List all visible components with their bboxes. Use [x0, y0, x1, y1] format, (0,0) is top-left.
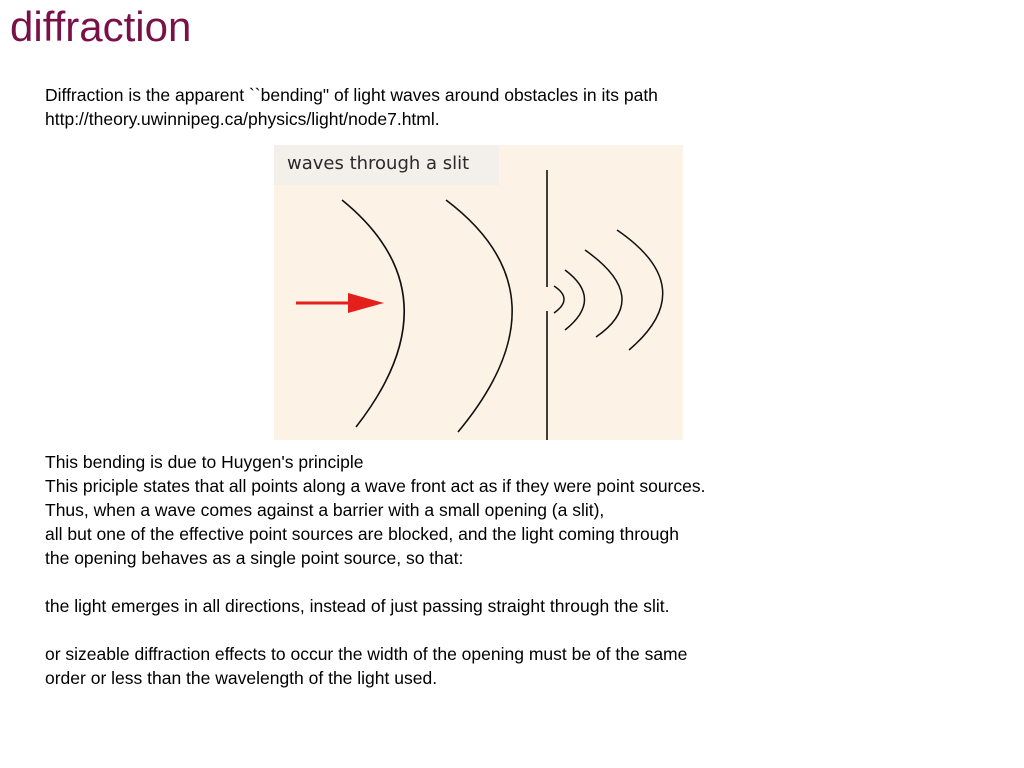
- body-line: [45, 570, 705, 594]
- body-line: order or less than the wavelength of the light used.: [45, 668, 438, 688]
- diffraction-figure: [274, 145, 683, 440]
- body-line: [45, 618, 705, 642]
- body-line: This bending is due to Huygen's principle: [45, 452, 364, 472]
- figure-caption: waves through a slit: [287, 153, 470, 174]
- intro-paragraph: [45, 83, 658, 131]
- diffraction-diagram: [274, 145, 683, 440]
- body-line: the opening behaves as a single point source, so that:: [45, 548, 464, 568]
- body-line: or sizeable diffraction effects to occur the width of the opening must be of the same: [45, 644, 688, 664]
- body-line: the light emerges in all directions, instead of just passing straight through the slit.: [45, 596, 670, 616]
- slide-title: diffraction: [10, 3, 192, 50]
- intro-line: Diffraction is the apparent ``bending" of light waves around obstacles in its path: [45, 85, 658, 105]
- body-line: This priciple states that all points along a wave front act as if they were point sources.: [45, 476, 706, 496]
- body-line: all but one of the effective point sources are blocked, and the light coming through: [45, 524, 679, 544]
- intro-source-url: http://theory.uwinnipeg.ca/physics/light/node7.html.: [45, 109, 440, 129]
- body-paragraph: [45, 450, 705, 690]
- body-line: Thus, when a wave comes against a barrier with a small opening (a slit),: [45, 500, 605, 520]
